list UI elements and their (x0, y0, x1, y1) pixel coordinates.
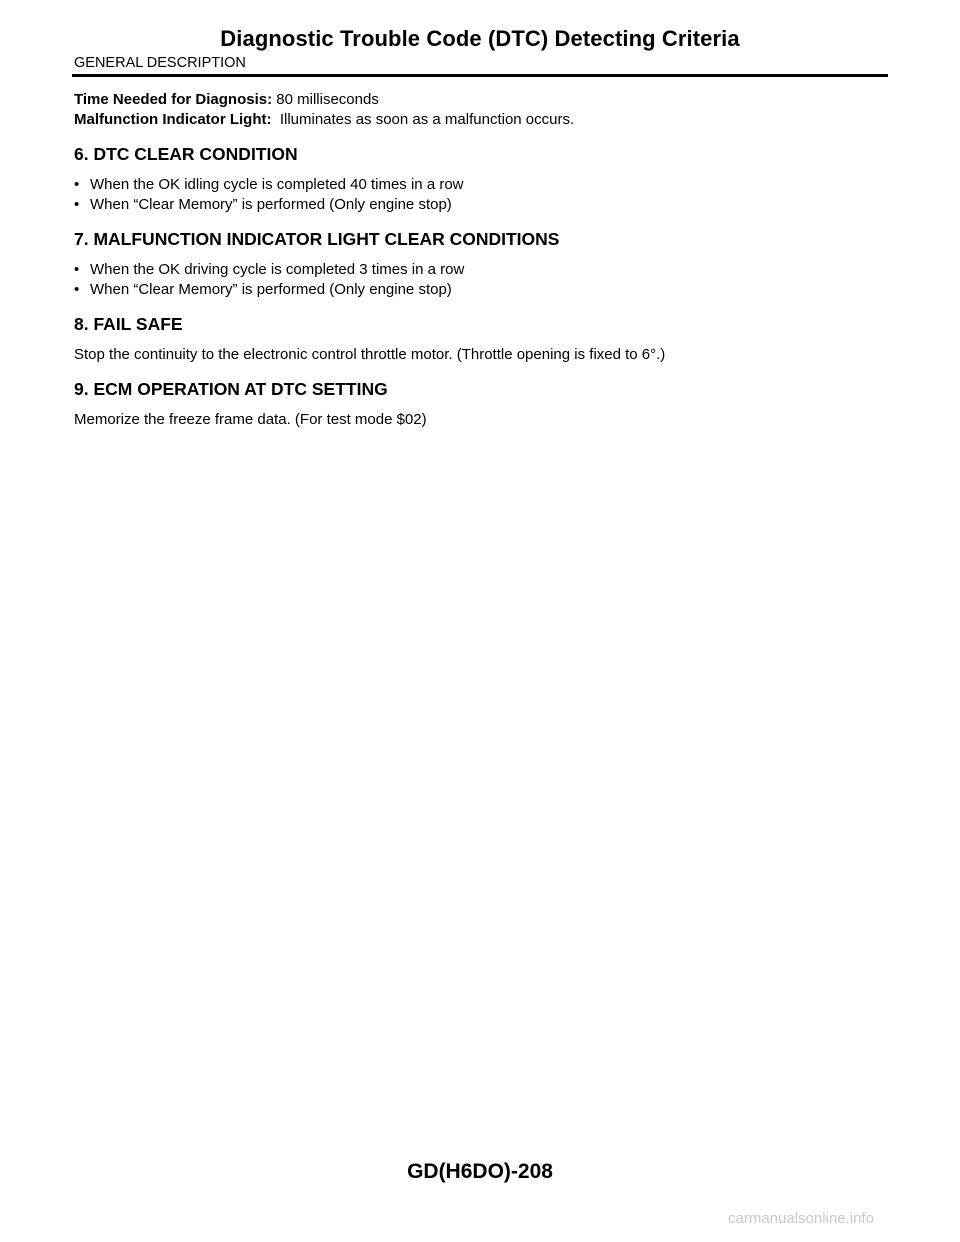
section-6-bullet-1 (74, 175, 888, 195)
document-body (74, 90, 888, 430)
diagnosis-time-label: Time Needed for Diagnosis: (74, 91, 273, 108)
bullet-text: When “Clear Memory” is performed (Only engine stop) (90, 281, 452, 298)
page-title: Diagnostic Trouble Code (DTC) Detecting Criteria (220, 26, 740, 51)
section-6-bullet-2 (74, 195, 888, 215)
page-number: GD(H6DO)-208 (407, 1160, 553, 1183)
diagnosis-time-value: 80 milliseconds (276, 91, 379, 108)
section-7-bullet-1 (74, 260, 888, 280)
section-6-heading: 6. DTC CLEAR CONDITION (74, 144, 298, 164)
bullet-icon: • (74, 176, 80, 193)
section-8-heading: 8. FAIL SAFE (74, 314, 183, 334)
bullet-text: When “Clear Memory” is performed (Only engine stop) (90, 196, 452, 213)
mil-line (74, 110, 888, 130)
section-label: GENERAL DESCRIPTION (74, 55, 246, 71)
bullet-text: When the OK idling cycle is completed 40 times in a row (90, 176, 464, 193)
section-9-heading: 9. ECM OPERATION AT DTC SETTING (74, 379, 388, 399)
bullet-text: When the OK driving cycle is completed 3 times in a row (90, 261, 465, 278)
section-7-heading: 7. MALFUNCTION INDICATOR LIGHT CLEAR CONDITIONS (74, 229, 560, 249)
watermark: carmanualsonline.info (728, 1210, 874, 1227)
mil-label: Malfunction Indicator Light: (74, 111, 272, 128)
section-9-text: Memorize the freeze frame data. (For test mode $02) (74, 411, 427, 428)
section-7-bullet-2 (74, 280, 888, 300)
bullet-icon: • (74, 196, 80, 213)
bullet-icon: • (74, 261, 80, 278)
mil-value: Illuminates as soon as a malfunction occurs. (279, 111, 575, 128)
diagnosis-time-line (74, 90, 888, 110)
header-divider (72, 74, 888, 77)
section-8-text: Stop the continuity to the electronic control throttle motor. (Throttle opening is fixed to 6°.) (74, 346, 666, 363)
bullet-icon: • (74, 281, 80, 298)
